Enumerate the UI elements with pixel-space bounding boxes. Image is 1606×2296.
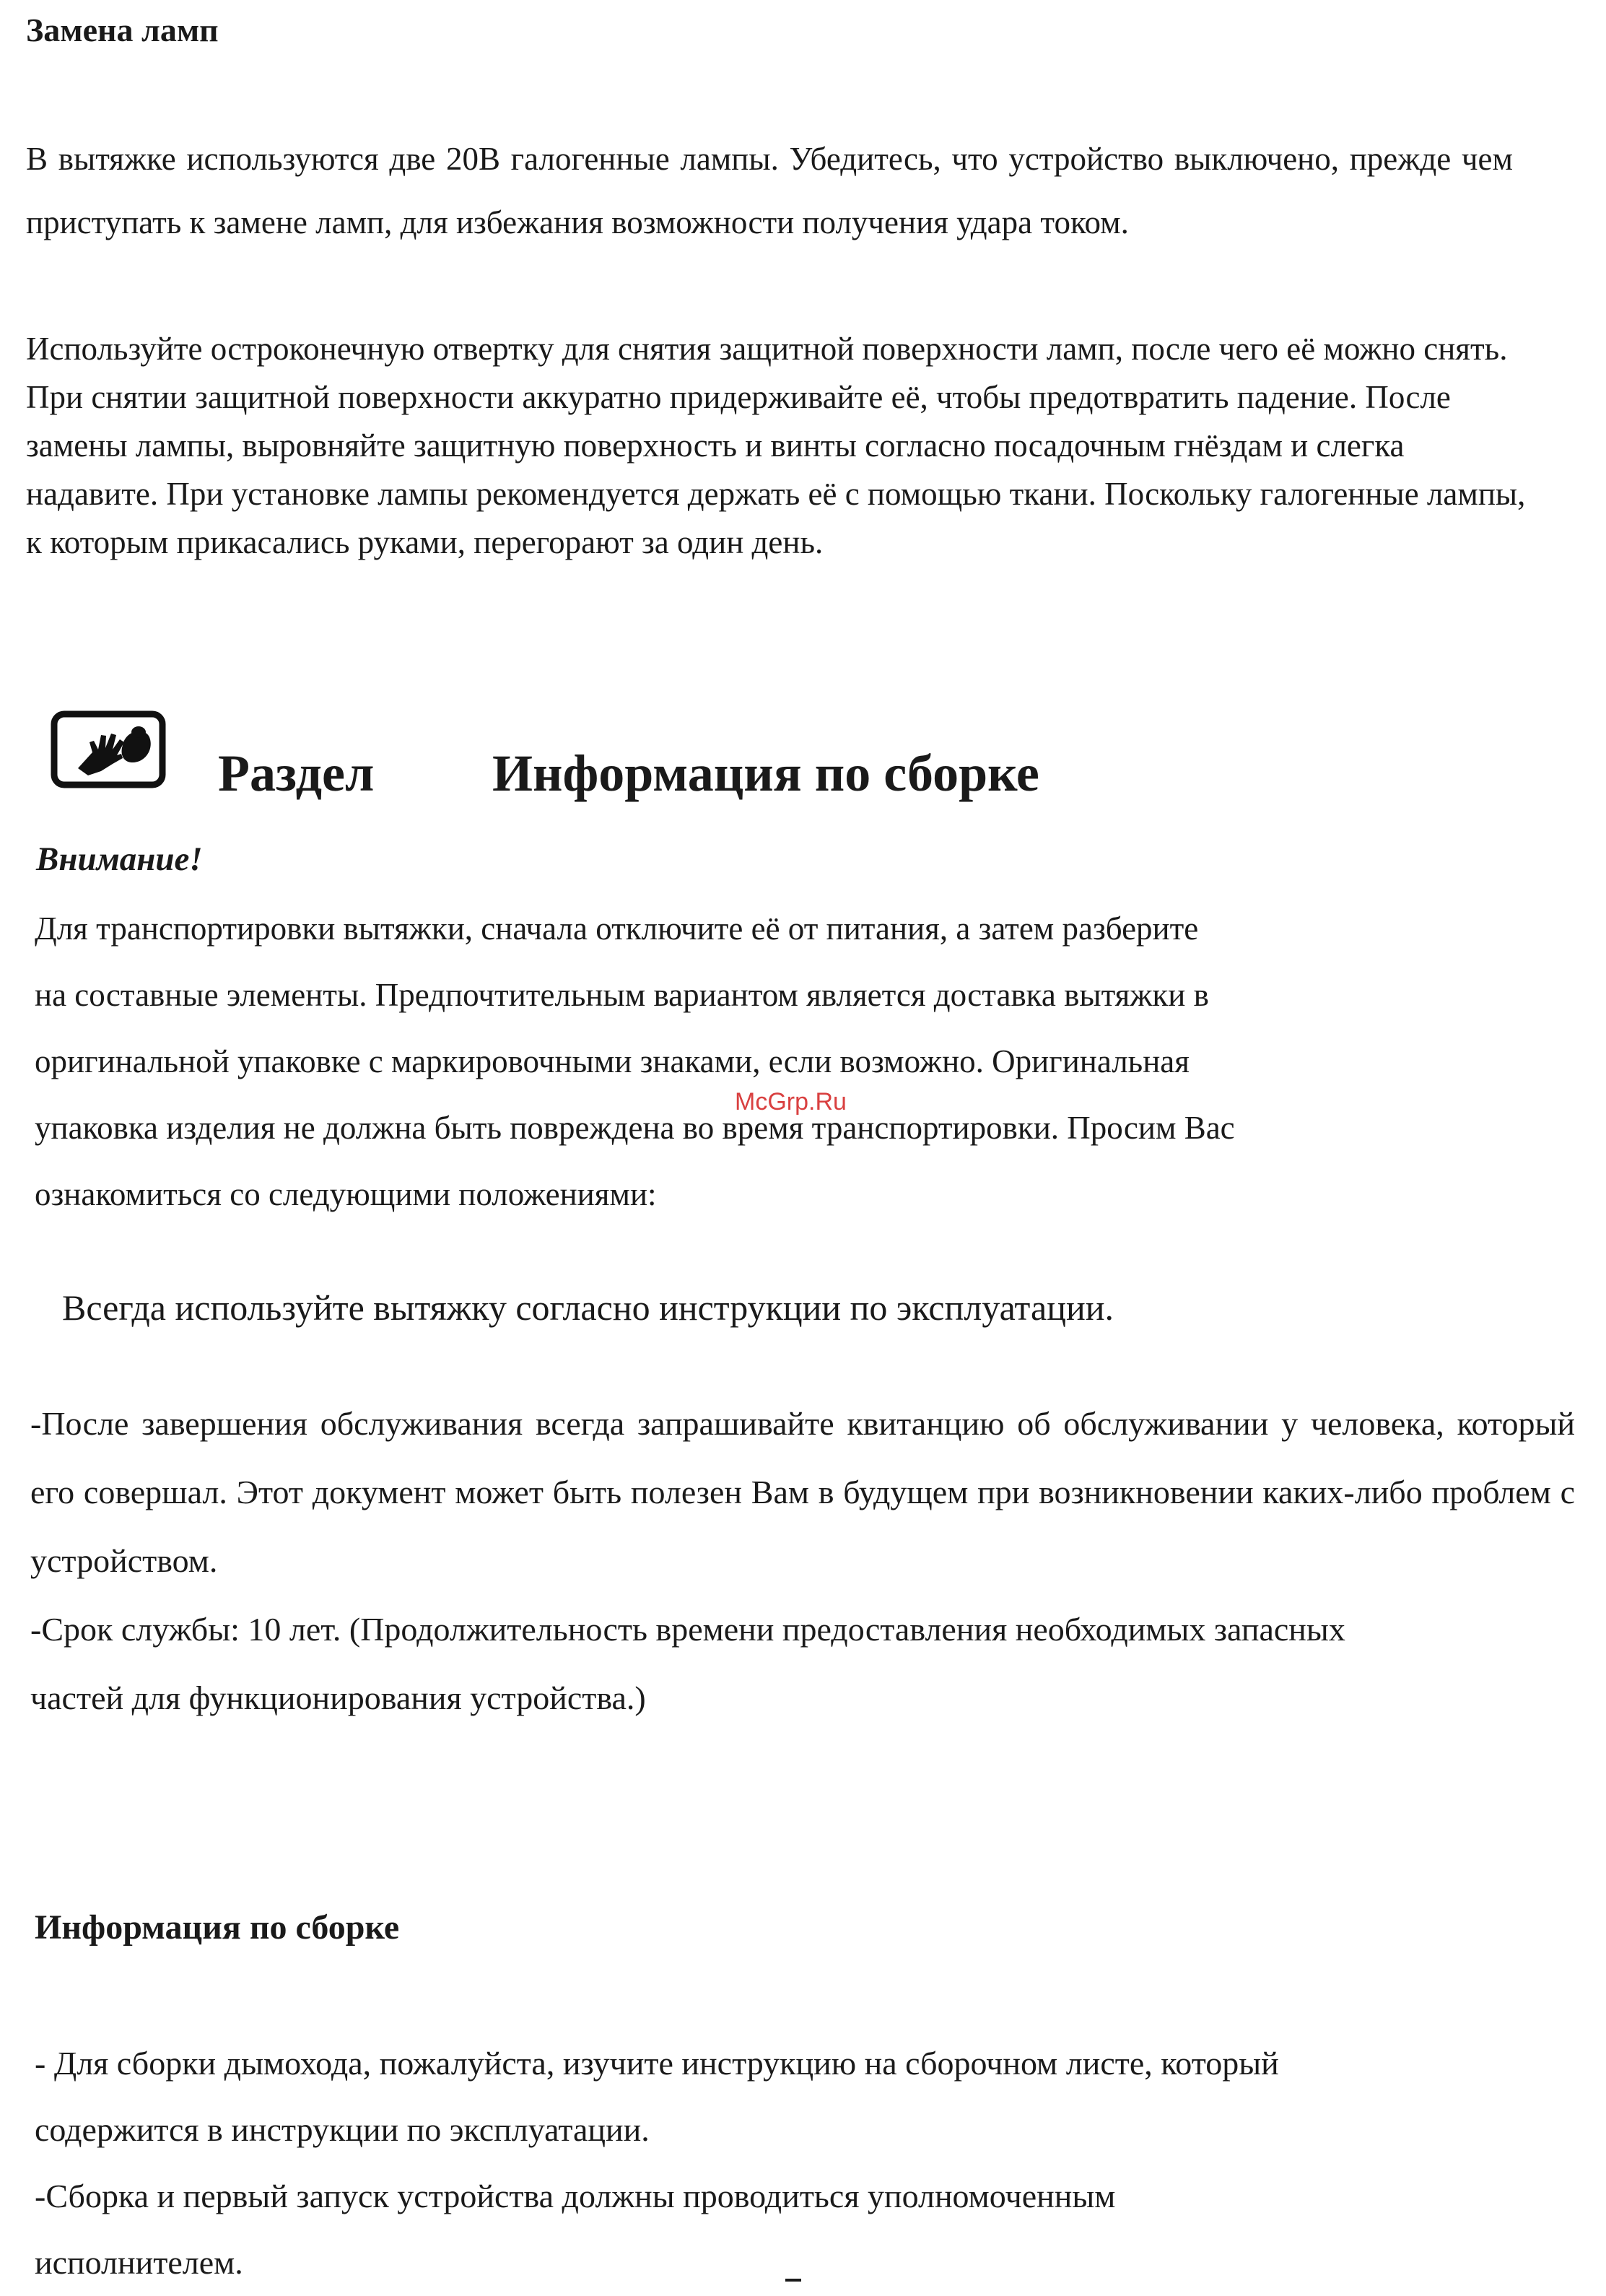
attention-line: ознакомиться со следующими положениями:: [35, 1176, 657, 1212]
attention-line: на составные элементы. Предпочтительным вариантом является доставка вытяжки в: [35, 977, 1209, 1013]
section-label: Раздел: [218, 744, 375, 802]
service-note: -После завершения обслуживания всегда запрашивайте квитанцию об обслуживании у человека, который его совершал. Этот документ может быть полезен Вам в будущем при возникновении каких-либо проблем с устройством.: [30, 1405, 1575, 1579]
lamp-paragraph-1: В вытяжке используются две 20В галогенные лампы. Убедитесь, что устройство выключено, прежде чем приступать к замене ламп, для избежания возможности получения удара током.: [26, 141, 1513, 240]
assembly-line: содержится в инструкции по эксплуатации.: [35, 2111, 650, 2148]
lamp-paragraph-2: Используйте остроконечную отвертку для снятия защитной поверхности ламп, после чего её можно снять. При снятии защитной поверхности аккуратно придерживайте её, чтобы предотвратить падение. После замены лампы, выровняйте защитную поверхность и винты согласно посадочным гнёздам и слегка надавите. При установке лампы рекомендуется держать её с помощью ткани. Поскольку галогенные лампы, к которым прикасались руками, перегорают за один день.: [26, 331, 1526, 560]
gloved-hand-icon: [51, 710, 166, 788]
assembly-line: -Сборка и первый запуск устройства должны проводиться уполномоченным: [35, 2178, 1116, 2214]
always-use-note: Всегда используйте вытяжку согласно инструкции по эксплуатации.: [62, 1287, 1114, 1328]
section-title: Информация по сборке: [492, 744, 1039, 802]
watermark: McGrp.Ru: [735, 1088, 847, 1116]
attention-line: упаковка изделия не должна быть повреждена во время транспортировки. Просим Вас: [35, 1110, 1235, 1146]
attention-paragraph: [35, 895, 1507, 1227]
lamp-section-title: Замена ламп: [26, 12, 219, 48]
assembly-paragraph: [35, 2030, 1565, 2296]
assembly-line: исполнителем.: [35, 2244, 243, 2281]
assembly-title: Информация по сборке: [35, 1908, 400, 1947]
attention-line: оригинальной упаковке с маркировочными знаками, если возможно. Оригинальная: [35, 1043, 1190, 1079]
service-life-note: -Срок службы: 10 лет. (Продолжительность времени предоставления необходимых запасных частей для функционирования устройства.): [30, 1611, 1345, 1716]
attention-line: Для транспортировки вытяжки, сначала отключите её от питания, а затем разберите: [35, 910, 1199, 947]
page-edge-mark: [785, 2279, 801, 2282]
assembly-line: - Для сборки дымохода, пожалуйста, изучите инструкцию на сборочном листе, который: [35, 2045, 1279, 2082]
attention-label: Внимание!: [36, 840, 203, 878]
